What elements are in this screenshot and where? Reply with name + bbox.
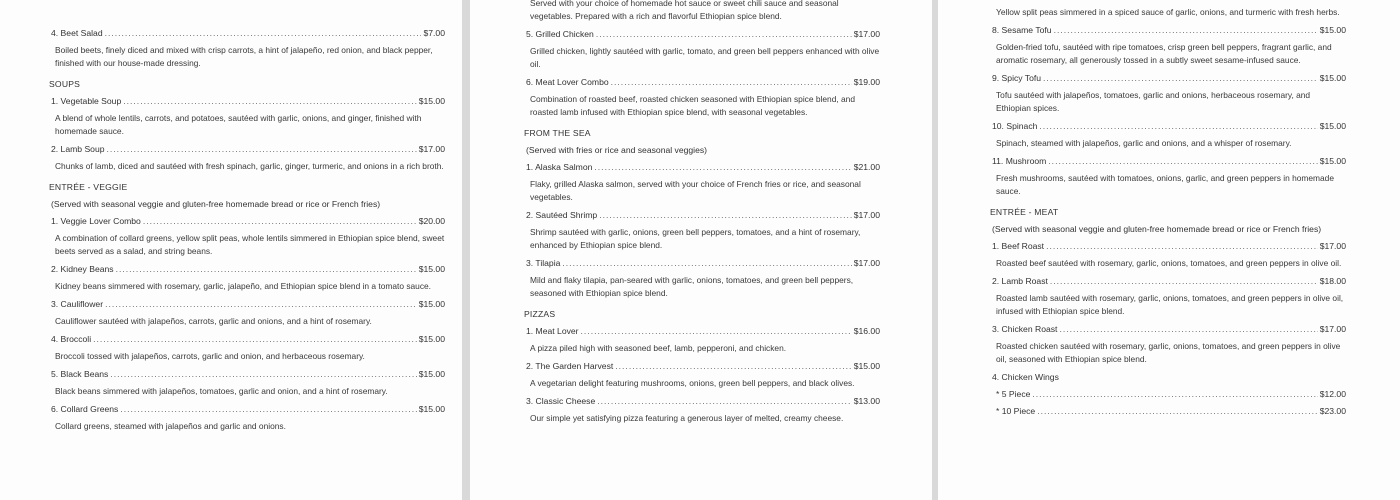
dot-leader xyxy=(105,299,417,310)
item-description: Fresh mushrooms, sautéed with tomatoes, onions, garlic, and green peppers in homemade sauce. xyxy=(996,173,1334,196)
menu-item xyxy=(992,121,1346,132)
item-description: Spinach, steamed with jalapeños, garlic and onions, and a whisper of rosemary. xyxy=(996,138,1292,148)
dot-leader xyxy=(1037,406,1318,417)
menu-item xyxy=(51,28,445,39)
menu-item-price: $15.00 xyxy=(418,299,445,309)
menu-column xyxy=(524,0,880,425)
menu-item-name: 2. Lamb Roast xyxy=(992,276,1048,286)
menu-item xyxy=(526,326,880,337)
menu-item-price: $17.00 xyxy=(1319,241,1346,251)
menu-item-name: 2. Lamb Soup xyxy=(51,144,105,154)
menu-item xyxy=(51,144,445,155)
menu-item-name: 8. Sesame Tofu xyxy=(992,25,1052,35)
menu-item-price: $7.00 xyxy=(423,28,445,38)
menu-item-price: $17.00 xyxy=(853,210,880,220)
section-note: (Served with fries or rice and seasonal veggies) xyxy=(526,145,708,155)
dot-leader xyxy=(105,28,422,39)
item-description: Yellow split peas simmered in a spiced sauce of garlic, onions, and turmeric with fresh herbs. xyxy=(996,7,1340,17)
section-heading: FROM THE SEA xyxy=(524,128,591,138)
dot-leader xyxy=(107,144,417,155)
item-description: Golden-fried tofu, sautéed with ripe tomatoes, crisp green bell peppers, fragrant garlic, and aromatic rosemary, all generously tossed in a subtly sweet sesame-infused sauce. xyxy=(996,42,1332,65)
menu-item-name: 1. Beef Roast xyxy=(992,241,1045,251)
dot-leader xyxy=(599,210,852,221)
section-heading: ENTRÉE - VEGGIE xyxy=(49,182,128,192)
dot-leader xyxy=(615,361,851,372)
item-description: Tofu sautéed with jalapeños, tomatoes, garlic and onions, herbaceous rosemary, and Ethiopian spices. xyxy=(996,90,1311,113)
menu-item-price: $23.00 xyxy=(1319,406,1346,416)
dot-leader xyxy=(597,396,851,407)
menu-item-price: $17.00 xyxy=(1319,324,1346,334)
item-description: Mild and flaky tilapia, pan-seared with garlic, onions, tomatoes, and green bell peppers, seasoned with Ethiopian spice blend. xyxy=(530,275,854,298)
menu-item-name: 2. The Garden Harvest xyxy=(526,361,614,371)
dot-leader xyxy=(1046,241,1318,252)
section-heading: SOUPS xyxy=(49,79,81,89)
item-description: Roasted chicken sautéed with rosemary, garlic, onions, tomatoes, and green peppers in olive oil, seasoned with Ethiopian spice blend. xyxy=(996,341,1341,364)
menu-item-name: 5. Grilled Chicken xyxy=(526,29,594,39)
menu-item-name: 3. Classic Cheese xyxy=(526,396,596,406)
menu-item-name: * 10 Piece xyxy=(996,406,1036,416)
menu-column xyxy=(49,28,445,433)
menu-column xyxy=(990,6,1346,417)
menu-item-price: $17.00 xyxy=(853,29,880,39)
menu-item-name: 11. Mushroom xyxy=(992,156,1047,166)
item-description: Flaky, grilled Alaska salmon, served with your choice of French fries or rice, and seasonal vegetables. xyxy=(530,179,861,202)
menu-item-price: $13.00 xyxy=(853,396,880,406)
menu-item-name: 6. Meat Lover Combo xyxy=(526,77,609,87)
menu-item xyxy=(51,299,445,310)
item-description: Chunks of lamb, diced and sautéed with fresh spinach, garlic, ginger, turmeric, and onions in a rich broth. xyxy=(55,161,444,171)
item-description: Shrimp sautéed with garlic, onions, green bell peppers, tomatoes, and a hint of rosemary, enhanced by Ethiopian spice blend. xyxy=(530,227,861,250)
dot-leader xyxy=(581,326,852,337)
menu-item xyxy=(992,73,1346,84)
menu-item xyxy=(51,404,445,415)
item-description: Served with your choice of homemade hot sauce or sweet chili sauce and seasonal vegetables. Prepared with a rich and flavorful Ethiopian spice blend. xyxy=(530,0,839,21)
menu-item xyxy=(51,96,445,107)
menu-item-price: $15.00 xyxy=(1319,73,1346,83)
menu-item-name: 9. Spicy Tofu xyxy=(992,73,1042,83)
menu-item xyxy=(992,324,1346,335)
dot-leader xyxy=(1043,73,1318,84)
item-description: Black beans simmered with jalapeños, tomatoes, garlic and onion, and a hint of rosemary. xyxy=(55,386,388,396)
menu-item xyxy=(51,334,445,345)
menu-item-price: $19.00 xyxy=(853,77,880,87)
menu-item-name: 3. Tilapia xyxy=(526,258,561,268)
section-heading: ENTRÉE - MEAT xyxy=(990,207,1059,217)
menu-item-name: 6. Collard Greens xyxy=(51,404,119,414)
dot-leader xyxy=(123,96,416,107)
menu-item-name: 4. Broccoli xyxy=(51,334,92,344)
menu-item-price: $15.00 xyxy=(1319,156,1346,166)
menu-item-price: $15.00 xyxy=(1319,121,1346,131)
menu-item-price: $20.00 xyxy=(418,216,445,226)
item-description: Collard greens, steamed with jalapeños and garlic and onions. xyxy=(55,421,286,431)
dot-leader xyxy=(120,404,416,415)
menu-item-name: 2. Kidney Beans xyxy=(51,264,114,274)
dot-leader xyxy=(1032,389,1317,400)
item-description: Our simple yet satisfying pizza featuring a generous layer of melted, creamy cheese. xyxy=(530,413,844,423)
menu-item xyxy=(526,29,880,40)
menu-item xyxy=(992,156,1346,167)
dot-leader xyxy=(116,264,417,275)
dot-leader xyxy=(1039,121,1317,132)
section-note: (Served with seasonal veggie and gluten-free homemade bread or rice or French fries) xyxy=(51,199,381,209)
item-description: A blend of whole lentils, carrots, and potatoes, sautéed with garlic, onions, and ginger, finished with homemade sauce. xyxy=(55,113,422,136)
dot-leader xyxy=(110,369,416,380)
dot-leader xyxy=(562,258,851,269)
menu-item xyxy=(996,389,1346,400)
menu-item-price: $15.00 xyxy=(418,96,445,106)
menu-page-1 xyxy=(0,0,462,500)
item-description: A combination of collard greens, yellow split peas, whole lentils simmered in Ethiopian spice blend, sweet beets served as a salad, and string beans. xyxy=(55,233,445,256)
menu-item xyxy=(996,406,1346,417)
menu-item-name: 1. Meat Lover xyxy=(526,326,579,336)
dot-leader xyxy=(596,29,852,40)
menu-item-price: $15.00 xyxy=(418,334,445,344)
menu-item-name: 3. Chicken Roast xyxy=(992,324,1058,334)
dot-leader xyxy=(93,334,417,345)
menu-item xyxy=(526,162,880,173)
menu-item xyxy=(526,258,880,269)
dot-leader xyxy=(1059,324,1317,335)
dot-leader xyxy=(1054,25,1318,36)
menu-item xyxy=(526,396,880,407)
menu-item xyxy=(51,216,445,227)
section-note: (Served with seasonal veggie and gluten-free homemade bread or rice or French fries) xyxy=(992,224,1322,234)
menu-page-3 xyxy=(938,0,1400,500)
item-description: A vegetarian delight featuring mushrooms, onions, green bell peppers, and black olives. xyxy=(530,378,855,388)
menu-item-price: $15.00 xyxy=(1319,25,1346,35)
menu-item-name: 1. Alaska Salmon xyxy=(526,162,593,172)
item-description: Roasted lamb sautéed with rosemary, garlic, onions, tomatoes, and green peppers in olive oil, infused with Ethiopian spice blend. xyxy=(996,293,1344,316)
dot-leader xyxy=(143,216,417,227)
menu-item-name: 3. Cauliflower xyxy=(51,299,104,309)
menu-item-price: $21.00 xyxy=(853,162,880,172)
menu-item-price: $16.00 xyxy=(853,326,880,336)
menu-item-price: $15.00 xyxy=(418,369,445,379)
menu-item-name: * 5 Piece xyxy=(996,389,1031,399)
menu-item-price: $15.00 xyxy=(418,264,445,274)
menu-item-name: 10. Spinach xyxy=(992,121,1038,131)
menu-item xyxy=(526,210,880,221)
menu-item-name: 1. Veggie Lover Combo xyxy=(51,216,141,226)
dot-leader xyxy=(1050,276,1318,287)
menu-page-2 xyxy=(470,0,932,500)
item-description: Cauliflower sautéed with jalapeños, carrots, garlic and onions, and a hint of rosemary. xyxy=(55,316,372,326)
dot-leader xyxy=(1048,156,1317,167)
menu-item-name: 4. Beet Salad xyxy=(51,28,103,38)
menu-item-price: $17.00 xyxy=(418,144,445,154)
menu-item-price: $17.00 xyxy=(853,258,880,268)
menu-item-price: $15.00 xyxy=(853,361,880,371)
menu-item xyxy=(526,77,880,88)
dot-leader xyxy=(611,77,852,88)
item-description: Roasted beef sautéed with rosemary, garlic, onions, tomatoes, and green peppers in olive oil. xyxy=(996,258,1342,268)
menu-item-price: $12.00 xyxy=(1319,389,1346,399)
item-description: Boiled beets, finely diced and mixed with crisp carrots, a hint of jalapeño, red onion, and black pepper, finished with our house-made dressing. xyxy=(55,45,433,68)
menu-item-name: 2. Sautéed Shrimp xyxy=(526,210,598,220)
menu-item-price: $15.00 xyxy=(418,404,445,414)
menu-item xyxy=(51,369,445,380)
item-description: A pizza piled high with seasoned beef, lamb, pepperoni, and chicken. xyxy=(530,343,787,353)
item-description: Grilled chicken, lightly sautéed with garlic, tomato, and green bell peppers enhanced with olive oil. xyxy=(530,46,880,69)
menu-item xyxy=(526,361,880,372)
section-heading: PIZZAS xyxy=(524,309,556,319)
section-note: 4. Chicken Wings xyxy=(992,372,1059,382)
menu-item-name: 5. Black Beans xyxy=(51,369,109,379)
item-description: Combination of roasted beef, roasted chicken seasoned with Ethiopian spice blend, and roasted lamb infused with Ethiopian spice blend, with seasonal vegetables. xyxy=(530,94,855,117)
menu-item-price: $18.00 xyxy=(1319,276,1346,286)
menu-item xyxy=(51,264,445,275)
dot-leader xyxy=(594,162,851,173)
menu-item xyxy=(992,241,1346,252)
menu-item xyxy=(992,25,1346,36)
menu-item-name: 1. Vegetable Soup xyxy=(51,96,122,106)
item-description: Broccoli tossed with jalapeños, carrots, garlic and onion, and herbaceous rosemary. xyxy=(55,351,365,361)
menu-item xyxy=(992,276,1346,287)
item-description: Kidney beans simmered with rosemary, garlic, jalapeño, and Ethiopian spice blend in a tomato sauce. xyxy=(55,281,431,291)
